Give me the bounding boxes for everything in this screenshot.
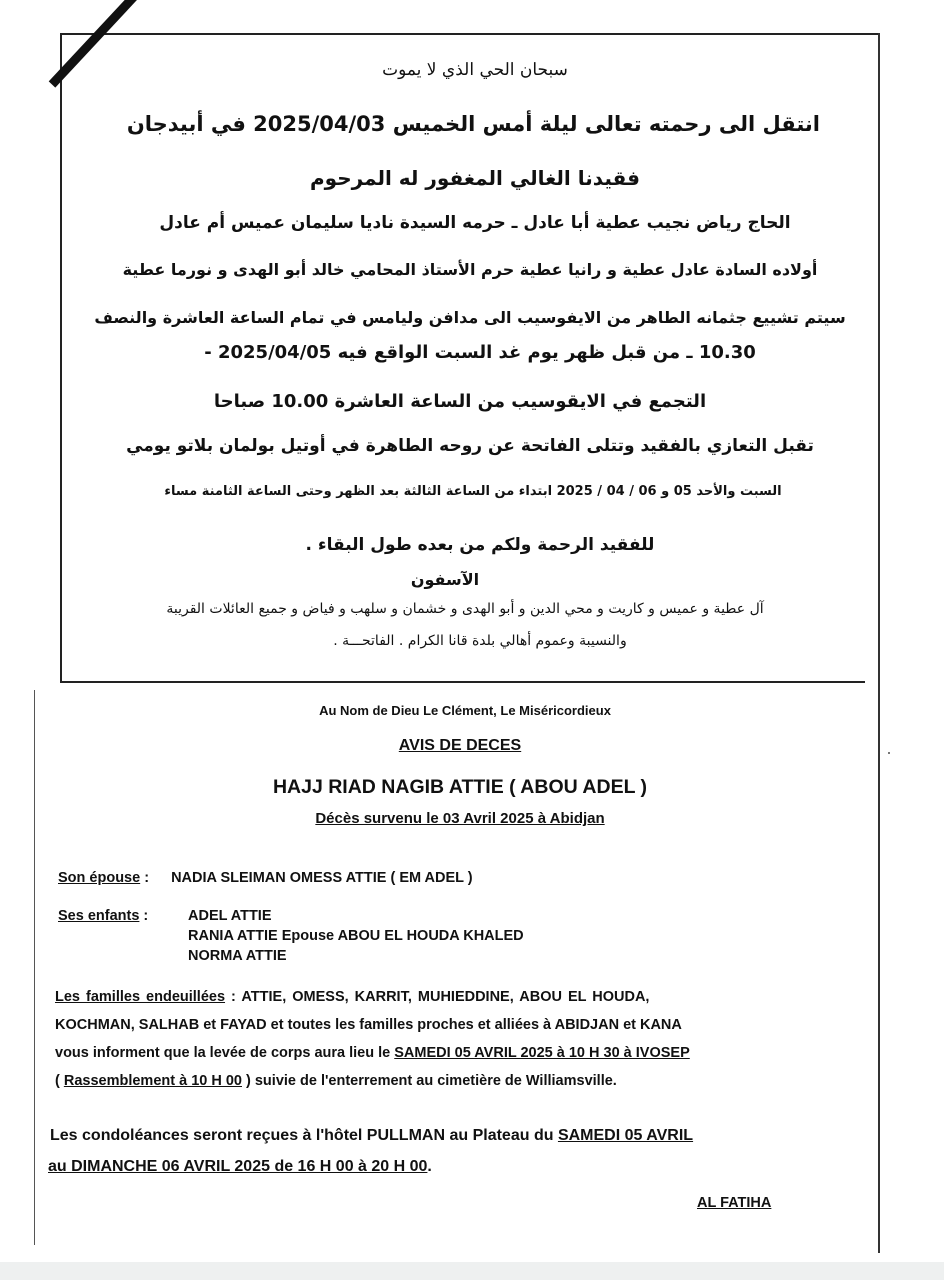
deceased-name: HAJJ RIAD NAGIB ATTIE ( ABOU ADEL ) [272, 776, 648, 798]
arabic-line-11: آل عطية و عميس و كاريت و محي الدين و أبو الهدى و خشمان و سلهب و فياض و جميع العائلات القريبة [166, 601, 764, 617]
families-label: Les familles endeuillées [55, 989, 226, 1005]
arabic-line-4: أولاده السادة عادل عطية و رانيا عطية حرم الأستاذ المحامي خالد أبو الهدى و نورما عطية [122, 260, 818, 279]
children-label: Ses enfants [58, 908, 140, 924]
frame-right-border [878, 33, 880, 1253]
frame-left-border [60, 33, 62, 683]
funeral-announcement: vous informent que la levée de corps aura lieu le [55, 1045, 395, 1061]
mourning-band [49, 0, 144, 88]
arabic-mourners-title: الآسفون [410, 570, 480, 589]
arabic-line-10: للفقيد الرحمة ولكم من بعده طول البقاء . [305, 535, 655, 555]
condolences-text: Les condoléances seront reçues à l'hôtel PULLMAN au Plateau du [50, 1127, 558, 1144]
gathering-time: Rassemblement à 10 H 00 [63, 1073, 242, 1089]
families-list-1: : ATTIE, OMESS, KARRIT, MUHIEDDINE, ABOU EL HOUDA, [225, 989, 650, 1005]
arabic-line-7: التجمع في الايقوسيب من الساعة العاشرة 10.00 صباحا [213, 391, 707, 412]
child-3: NORMA ATTIE [188, 948, 287, 964]
arabic-line-3: الحاج رياض نجيب عطية أبا عادل ـ حرمه السيدة ناديا سليمان عميس أم عادل [159, 213, 791, 233]
children-label-line [58, 908, 148, 924]
funeral-date: SAMEDI 05 AVRIL 2025 à 10 H 30 à IVOSEP [394, 1045, 690, 1061]
frame-left-border-lower [34, 690, 35, 1245]
arabic-line-1: انتقل الى رحمته تعالى ليلة أمس الخميس 2025/04/03 في أبيدجان [126, 112, 820, 136]
arabic-line-2: فقيدنا الغالي المغفور له المرحوم [310, 166, 640, 190]
child-1: ADEL ATTIE [188, 908, 272, 924]
families-line-1 [55, 989, 649, 1005]
spouse-label: Son épouse [58, 870, 141, 886]
spouse-value: NADIA SLEIMAN OMESS ATTIE ( EM ADEL ) [171, 870, 473, 886]
arabic-opening: سبحان الحي الذي لا يموت [382, 60, 568, 80]
frame-top-border [62, 33, 880, 35]
gathering-open: ( [55, 1073, 64, 1089]
condolences-line-2 [48, 1158, 432, 1176]
spouse-separator: : [140, 870, 150, 886]
families-line-3 [55, 1045, 690, 1061]
french-heading: AVIS DE DECES [398, 737, 522, 754]
arabic-line-5: سيتم تشييع جثمانه الطاهر من الايفوسيب الى مدافن وليامس في تمام الساعة العاشرة والنصف [94, 308, 846, 327]
scan-speck [888, 752, 890, 754]
condolences-period: . [427, 1158, 432, 1175]
arabic-line-9: السبت والأحد 05 و 06 / 04 / 2025 ابتداء من الساعة الثالثة بعد الظهر وحتى الساعة الثامنة مساء [164, 484, 782, 499]
arabic-line-8: تقبل التعازي بالفقيد وتتلى الفاتحة عن روحه الطاهرة في أوتيل بولمان بلاتو يومي [126, 436, 814, 456]
closing-al-fatiha: AL FATIHA [697, 1195, 772, 1211]
children-separator: : [139, 908, 149, 924]
arabic-line-6: 10.30 ـ من قبل ظهر يوم غد السبت الواقع فيه 2025/04/05 - [204, 342, 756, 363]
spouse-line [58, 870, 473, 886]
condolences-line-1 [50, 1127, 693, 1145]
child-2: RANIA ATTIE Epouse ABOU EL HOUDA KHALED [188, 928, 524, 944]
arabic-line-12: والنسيبة وعموم أهالي بلدة قانا الكرام . الفاتحـــة . [333, 633, 627, 649]
condolences-start-date: SAMEDI 05 AVRIL [557, 1127, 694, 1144]
french-invocation: Au Nom de Dieu Le Clément, Le Miséricordieux [319, 703, 611, 718]
death-notice: Décès survenu le 03 Avril 2025 à Abidjan [315, 810, 605, 827]
scan-bottom-strip [0, 1262, 944, 1280]
burial-info: ) suivie de l'enterrement au cimetière de Williamsville. [241, 1073, 617, 1089]
families-line-2: KOCHMAN, SALHAB et FAYAD et toutes les familles proches et alliées à ABIDJAN et KANA [55, 1017, 682, 1033]
families-line-4 [55, 1073, 617, 1089]
section-divider [60, 681, 865, 683]
condolences-end-date: au DIMANCHE 06 AVRIL 2025 de 16 H 00 à 20 H 00 [48, 1158, 428, 1175]
